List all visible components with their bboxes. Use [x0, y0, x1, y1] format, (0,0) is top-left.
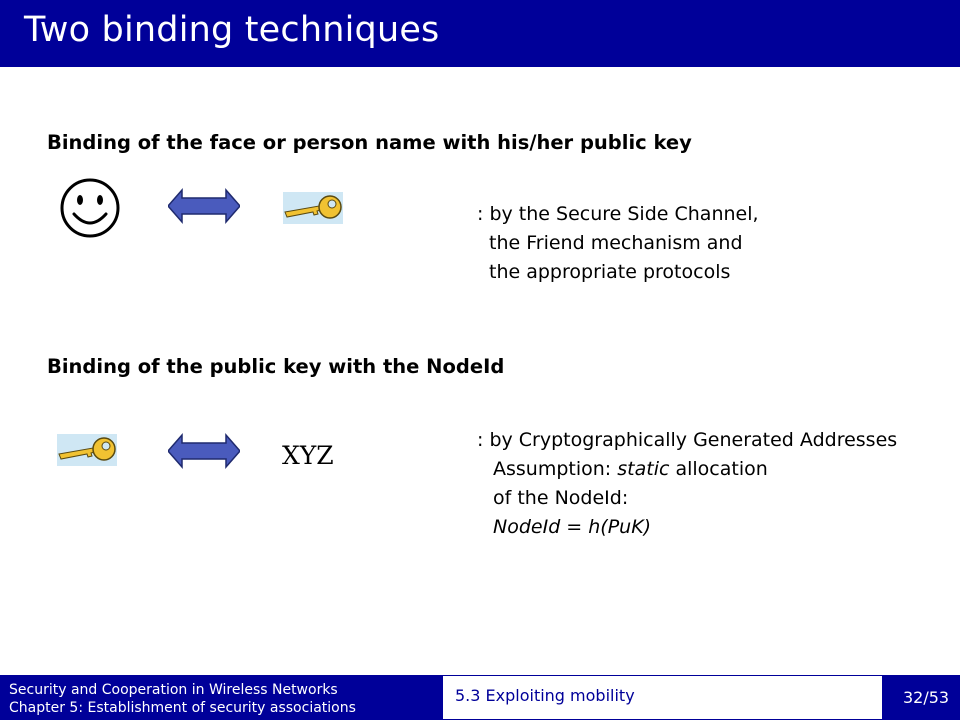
- line2-suffix: allocation: [669, 458, 768, 480]
- slide-title: Two binding techniques: [24, 10, 440, 50]
- footer-course-line2: Chapter 5: Establishment of security associations: [9, 700, 356, 716]
- section2-line3: of the NodeId:: [493, 487, 629, 509]
- section1-line2: the Friend mechanism and: [489, 232, 743, 254]
- section2-heading: Binding of the public key with the NodeId: [47, 355, 505, 378]
- xyz-label: XYZ: [282, 441, 334, 470]
- key-icon: [57, 434, 117, 466]
- smiley-icon: [58, 176, 122, 240]
- page-number: 32/53: [903, 688, 950, 707]
- line2-italic: static: [617, 458, 670, 480]
- line2-prefix: Assumption:: [493, 458, 618, 480]
- section1-line3: the appropriate protocols: [489, 261, 731, 283]
- section2-line2: [493, 455, 768, 484]
- section1-line1: : by the Secure Side Channel,: [477, 203, 759, 225]
- footer-section: 5.3 Exploiting mobility: [455, 686, 635, 705]
- section2-line4: NodeId = h(PuK): [493, 516, 652, 538]
- footer-course: [9, 681, 356, 717]
- key-icon: [283, 192, 343, 224]
- section1-heading: Binding of the face or person name with his/her public key: [47, 131, 692, 154]
- double-arrow-icon: [168, 188, 240, 224]
- footer-section-box: [443, 676, 882, 719]
- footer-course-line1: Security and Cooperation in Wireless Networks: [9, 682, 338, 698]
- double-arrow-icon: [168, 433, 240, 469]
- section2-line1: : by Cryptographically Generated Addresses: [477, 429, 898, 451]
